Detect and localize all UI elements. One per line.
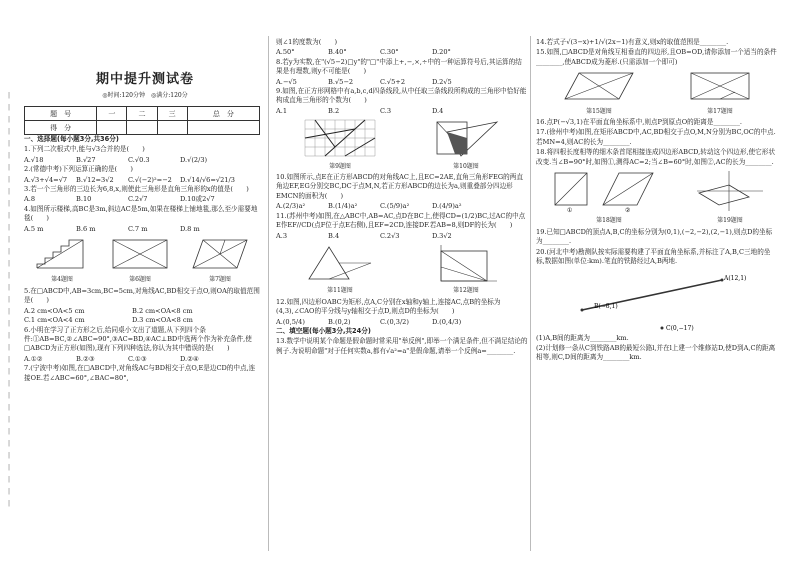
option[interactable]: A.(2/3)a² bbox=[276, 202, 306, 211]
option[interactable]: B.(1/4)a² bbox=[328, 202, 358, 211]
binding-margin: | | | | | | | | | | | | | | | | | | | | | | | | | | | | | | | | | | | bbox=[8, 92, 11, 507]
option[interactable]: D.3√2 bbox=[432, 231, 452, 240]
question-9: 9.如图,在正方形网格中有a,b,c,d四条线段,从中任取三条线段所构成的三角形中恰好能构成直角三角形的个数为( ) bbox=[276, 87, 527, 105]
score-header-cell: 三 bbox=[157, 107, 187, 121]
figure-caption: 第4题图 bbox=[51, 276, 73, 284]
option[interactable]: A.①② bbox=[24, 354, 43, 363]
figure-19 bbox=[695, 169, 765, 226]
figure-12 bbox=[431, 243, 501, 296]
figure-caption: 第9题图 bbox=[329, 162, 351, 170]
figure-caption: 第11题图 bbox=[327, 287, 353, 295]
option[interactable]: B.6 m bbox=[76, 224, 96, 233]
options-q12 bbox=[276, 318, 528, 327]
option[interactable]: C.3 bbox=[380, 106, 392, 115]
score-table bbox=[24, 106, 260, 135]
question-12: 12.如图,四边形OABC为矩形,点A,C分别在x轴和y轴上,连接AC,点B的坐标为(4,3),∠CAO的平分线与y轴相交于点D,则点D的坐标为( ) bbox=[276, 297, 501, 316]
figure-caption: 第15题图 bbox=[586, 107, 612, 115]
question-8: 8.若y为实数,在"(√5−2)□y"的"□"中添上+,−,×,÷中的一种运算符号后,其运算的结果是有理数,则y不可能是( ) bbox=[276, 57, 522, 76]
option[interactable]: B.√5−2 bbox=[328, 77, 354, 86]
figure-caption: 第10题图 bbox=[453, 162, 479, 170]
question-1: 1.下列二次根式中,能与√3合并的是( ) bbox=[24, 145, 145, 154]
option[interactable]: C.(5/9)a² bbox=[380, 202, 410, 211]
column-divider bbox=[268, 36, 269, 551]
question-7: 7.(宁波中考)如图,在□ABCD中,对角线AC与BD相交于点O,E是边CD的中点,连接OE.若∠ABC=60°,∠BAC=80°, bbox=[24, 364, 256, 382]
question-11: 11.(苏州中考)如图,在△ABC中,AB=AC,点D在BC上,使得CD=(1/2)BC,过AC的中点E作EF//CD(点F位于点E右侧),且EF=2CD,连接DF.若AB=8,则DF的长为( ) bbox=[276, 211, 526, 230]
figure-9 bbox=[303, 118, 377, 171]
option[interactable]: D.8 m bbox=[180, 224, 200, 233]
question-20-part-1: (1)A,B间的距离为________km. bbox=[536, 333, 629, 342]
point-a-label: A(12,1) bbox=[724, 274, 747, 282]
question-7-end: 则∠1的度数为( ) bbox=[276, 38, 338, 46]
figure-17 bbox=[685, 69, 755, 116]
figure-10 bbox=[431, 118, 501, 171]
figure-row bbox=[24, 236, 260, 285]
question-4: 4.如图所示楼梯,高BC是3m,斜边AC是5m,如果在楼梯上铺地毯,那么至少需要地毯( ) bbox=[24, 204, 258, 223]
figure-row bbox=[276, 118, 528, 171]
option[interactable]: D.√14/√6=√21/3 bbox=[180, 175, 235, 184]
option[interactable]: C.30° bbox=[380, 48, 399, 57]
option[interactable]: C.7 m bbox=[128, 224, 148, 233]
option[interactable]: A.5 m bbox=[24, 224, 44, 233]
question-19: 19.已知□ABCD的顶点A,B,C的坐标分别为(0,1),(−2,−2),(2,−1),则点D的坐标为________. bbox=[536, 227, 773, 246]
column-3 bbox=[536, 38, 778, 364]
question-6: 6.小明在学习了正方形之后,给同桌小文出了道题,从下列四个条件:①AB=BC,②∠ABC=90°,③AC=BD,④AC⊥BD中选两个作为补充条件,使□ABCD为正方形(如图),现有下列四种选法,你认为其中错误的是( ) bbox=[24, 325, 252, 353]
options-q2 bbox=[24, 176, 260, 185]
option[interactable]: D.②④ bbox=[180, 354, 199, 363]
option[interactable]: D.4 bbox=[432, 106, 444, 115]
railway-map-figure bbox=[542, 268, 772, 334]
score-header-cell: 题 号 bbox=[25, 107, 97, 121]
option[interactable]: D.20° bbox=[432, 48, 451, 57]
figure-caption: 第19题图 bbox=[717, 217, 743, 225]
exam-meta: ◎时间:120分钟 ◎满分:120分 bbox=[102, 92, 188, 99]
option[interactable]: A.3 bbox=[276, 231, 288, 240]
point-b-label: B(−8,1) bbox=[594, 302, 618, 310]
option[interactable]: A.√18 bbox=[24, 155, 44, 164]
option[interactable]: C.√5+2 bbox=[380, 77, 406, 86]
question-18: 18.将四根长度相等的细木条首尾相接连成四边形ABCD,转动这个四边形,使它形状改变.当∠B=90°时,如图①,测得AC=2;当∠B=60°时,如图②,AC的长为________. bbox=[536, 148, 775, 166]
section-heading: 二、填空题(每小题3分,共24分) bbox=[276, 326, 371, 335]
options-q8 bbox=[276, 78, 528, 87]
column-1 bbox=[24, 135, 260, 384]
figure-6 bbox=[109, 236, 171, 285]
page-title: 期中提升测试卷 bbox=[95, 72, 194, 87]
option[interactable]: D.√(2/3) bbox=[180, 155, 208, 164]
option[interactable]: A.−√5 bbox=[276, 77, 297, 86]
option[interactable]: D.10或2√7 bbox=[180, 195, 215, 204]
option[interactable]: C.①③ bbox=[128, 354, 147, 363]
figure-row bbox=[536, 169, 778, 226]
question-20: 20.(河北中考)勘测队按实际需要构建了平面直角坐标系,并标注了A,B,C三地的坐标,数据如图(单位:km).笔直的铁路经过A,B两地. bbox=[536, 247, 771, 266]
option[interactable]: A.50° bbox=[276, 48, 295, 57]
score-header-cell: 一 bbox=[97, 107, 127, 121]
parallelogram-figure bbox=[189, 236, 251, 272]
option[interactable]: D.(4/9)a² bbox=[432, 202, 462, 211]
question-15: 15.如图,□ABCD是对角线互相垂直的四边形,且OB=OD,请你添加一个适当的条件________,使ABCD成为菱形.(只需添加一个即可) bbox=[536, 48, 777, 66]
option[interactable]: B.10 bbox=[76, 195, 92, 204]
score-entry-cell[interactable] bbox=[97, 121, 127, 135]
option[interactable]: B.(0,2) bbox=[328, 317, 351, 326]
option[interactable]: A.1 bbox=[276, 106, 288, 115]
option[interactable]: C.√0.3 bbox=[128, 155, 150, 164]
question-10: 10.如图所示,点E在正方形ABCD的对角线AC上,且EC=2AE,直角三角形FEG的两直角边EF,EG分别交BC,DC于点M,N,若正方形ABCD的边长为a,则重叠部分四边形EMCN的面积为( ) bbox=[276, 173, 523, 200]
question-3: 3.若一个三角形的三边长为6,8,x,则使此三角形是直角三角形的x的值是( ) bbox=[24, 185, 249, 194]
quadrilateral-figure bbox=[559, 69, 639, 103]
figure-label-1: ① bbox=[567, 207, 573, 214]
staircase-figure bbox=[33, 236, 91, 272]
figure-caption: 第18题图 bbox=[596, 217, 622, 225]
rectangle-axes-figure bbox=[431, 243, 501, 283]
score-entry-cell[interactable] bbox=[157, 121, 187, 135]
square-triangle-figure bbox=[431, 118, 501, 158]
option[interactable]: D.3 cm<OA<8 cm bbox=[132, 316, 193, 325]
triangle-figure bbox=[303, 243, 377, 283]
figure-caption: 第6题图 bbox=[129, 276, 151, 284]
option[interactable]: C.2√3 bbox=[380, 231, 400, 240]
option[interactable]: A.√3+√4=√7 bbox=[24, 175, 68, 184]
square-rhombus-figure bbox=[549, 169, 669, 213]
figure-11 bbox=[303, 243, 377, 296]
figure-15 bbox=[559, 69, 639, 116]
score-label-cell: 得 分 bbox=[25, 121, 97, 135]
option[interactable]: C.1 cm<OA<4 cm bbox=[24, 316, 85, 325]
options-q10 bbox=[276, 202, 528, 211]
option[interactable]: D.2√5 bbox=[432, 77, 452, 86]
options-q9 bbox=[276, 107, 528, 116]
figure-row bbox=[536, 69, 778, 116]
column-2 bbox=[276, 38, 528, 357]
figure-caption: 第7题图 bbox=[209, 276, 231, 284]
option[interactable]: D.(0,4/3) bbox=[432, 317, 462, 326]
options-q5 bbox=[24, 307, 260, 326]
option[interactable]: B.√12=3√2 bbox=[76, 175, 114, 184]
option[interactable]: B.2 cm<OA<8 cm bbox=[132, 306, 193, 315]
option[interactable]: B.4 bbox=[328, 231, 340, 240]
figure-7 bbox=[189, 236, 251, 285]
figure-18 bbox=[549, 169, 669, 226]
score-entry-cell[interactable] bbox=[127, 121, 157, 135]
option[interactable]: C.2√7 bbox=[128, 195, 148, 204]
rectangle-figure bbox=[685, 69, 755, 103]
score-entry-cell[interactable] bbox=[187, 121, 259, 135]
question-14: 14.若式子√(3−x)+1/√(2x−1)有意义,则x的取值范围是________. bbox=[536, 38, 729, 46]
coordinate-parallelogram-figure bbox=[695, 169, 765, 213]
figure-4 bbox=[33, 236, 91, 285]
score-header-cell: 二 bbox=[127, 107, 157, 121]
options-q7 bbox=[276, 48, 528, 57]
score-header-cell: 总 分 bbox=[187, 107, 259, 121]
question-17: 17.(徐州中考)如图,在矩形ABCD中,AC,BD相交于点O,M,N分别为BC,OC的中点.若MN=4,则AC的长为________. bbox=[536, 128, 776, 146]
figure-label-2: ② bbox=[625, 207, 631, 214]
option[interactable]: A.2 cm<OA<5 cm bbox=[24, 306, 85, 315]
option[interactable]: B.2 bbox=[328, 106, 340, 115]
option[interactable]: A.8 bbox=[24, 195, 36, 204]
option[interactable]: C.(0,3/2) bbox=[380, 317, 409, 326]
question-2: 2.(常德中考)下列运算正确的是( ) bbox=[24, 165, 133, 174]
option[interactable]: B.②③ bbox=[76, 354, 95, 363]
grid-figure bbox=[303, 118, 377, 158]
options-q4 bbox=[24, 225, 260, 234]
question-20-part-2: (2)计划修一条从C到铁路AB的最短公路l,并在l上建一个维修站D,使D到A,C的距离相等,则C,D间的距离为________km. bbox=[536, 343, 776, 362]
options-q1 bbox=[24, 156, 260, 165]
point-c-label: C(0,−17) bbox=[666, 324, 694, 332]
options-q3 bbox=[24, 195, 260, 204]
section-heading: 一、选择题(每小题3分,共36分) bbox=[24, 135, 119, 143]
options-q11 bbox=[276, 232, 528, 241]
figure-caption: 第17题图 bbox=[707, 107, 733, 115]
figure-20 bbox=[536, 268, 778, 334]
question-13: 13.数学中说明某个命题是假命题时常采用"举反例",即举一个满足条件,但不满足结论的例子.为说明命题"对于任何实数a,都有√a²=a"是假命题,请举一个反例a=________. bbox=[276, 337, 528, 355]
figure-row bbox=[276, 243, 528, 296]
square-figure bbox=[109, 236, 171, 272]
option[interactable]: B.40° bbox=[328, 48, 347, 57]
figure-caption: 第12题图 bbox=[453, 287, 479, 295]
option[interactable]: B.√27 bbox=[76, 155, 96, 164]
question-5: 5.在□ABCD中,AB=3cm,BC=5cm,对角线AC,BD相交于点O,则OA的取值范围是( ) bbox=[24, 286, 260, 305]
option[interactable]: C.√(−2)²=−2 bbox=[128, 175, 172, 184]
options-q6 bbox=[24, 355, 260, 364]
question-16: 16.点P(−√3,1)在平面直角坐标系中,则点P到原点O的距离是________. bbox=[536, 118, 742, 127]
option[interactable]: A.(0,5/4) bbox=[276, 317, 305, 326]
column-divider bbox=[530, 36, 531, 551]
